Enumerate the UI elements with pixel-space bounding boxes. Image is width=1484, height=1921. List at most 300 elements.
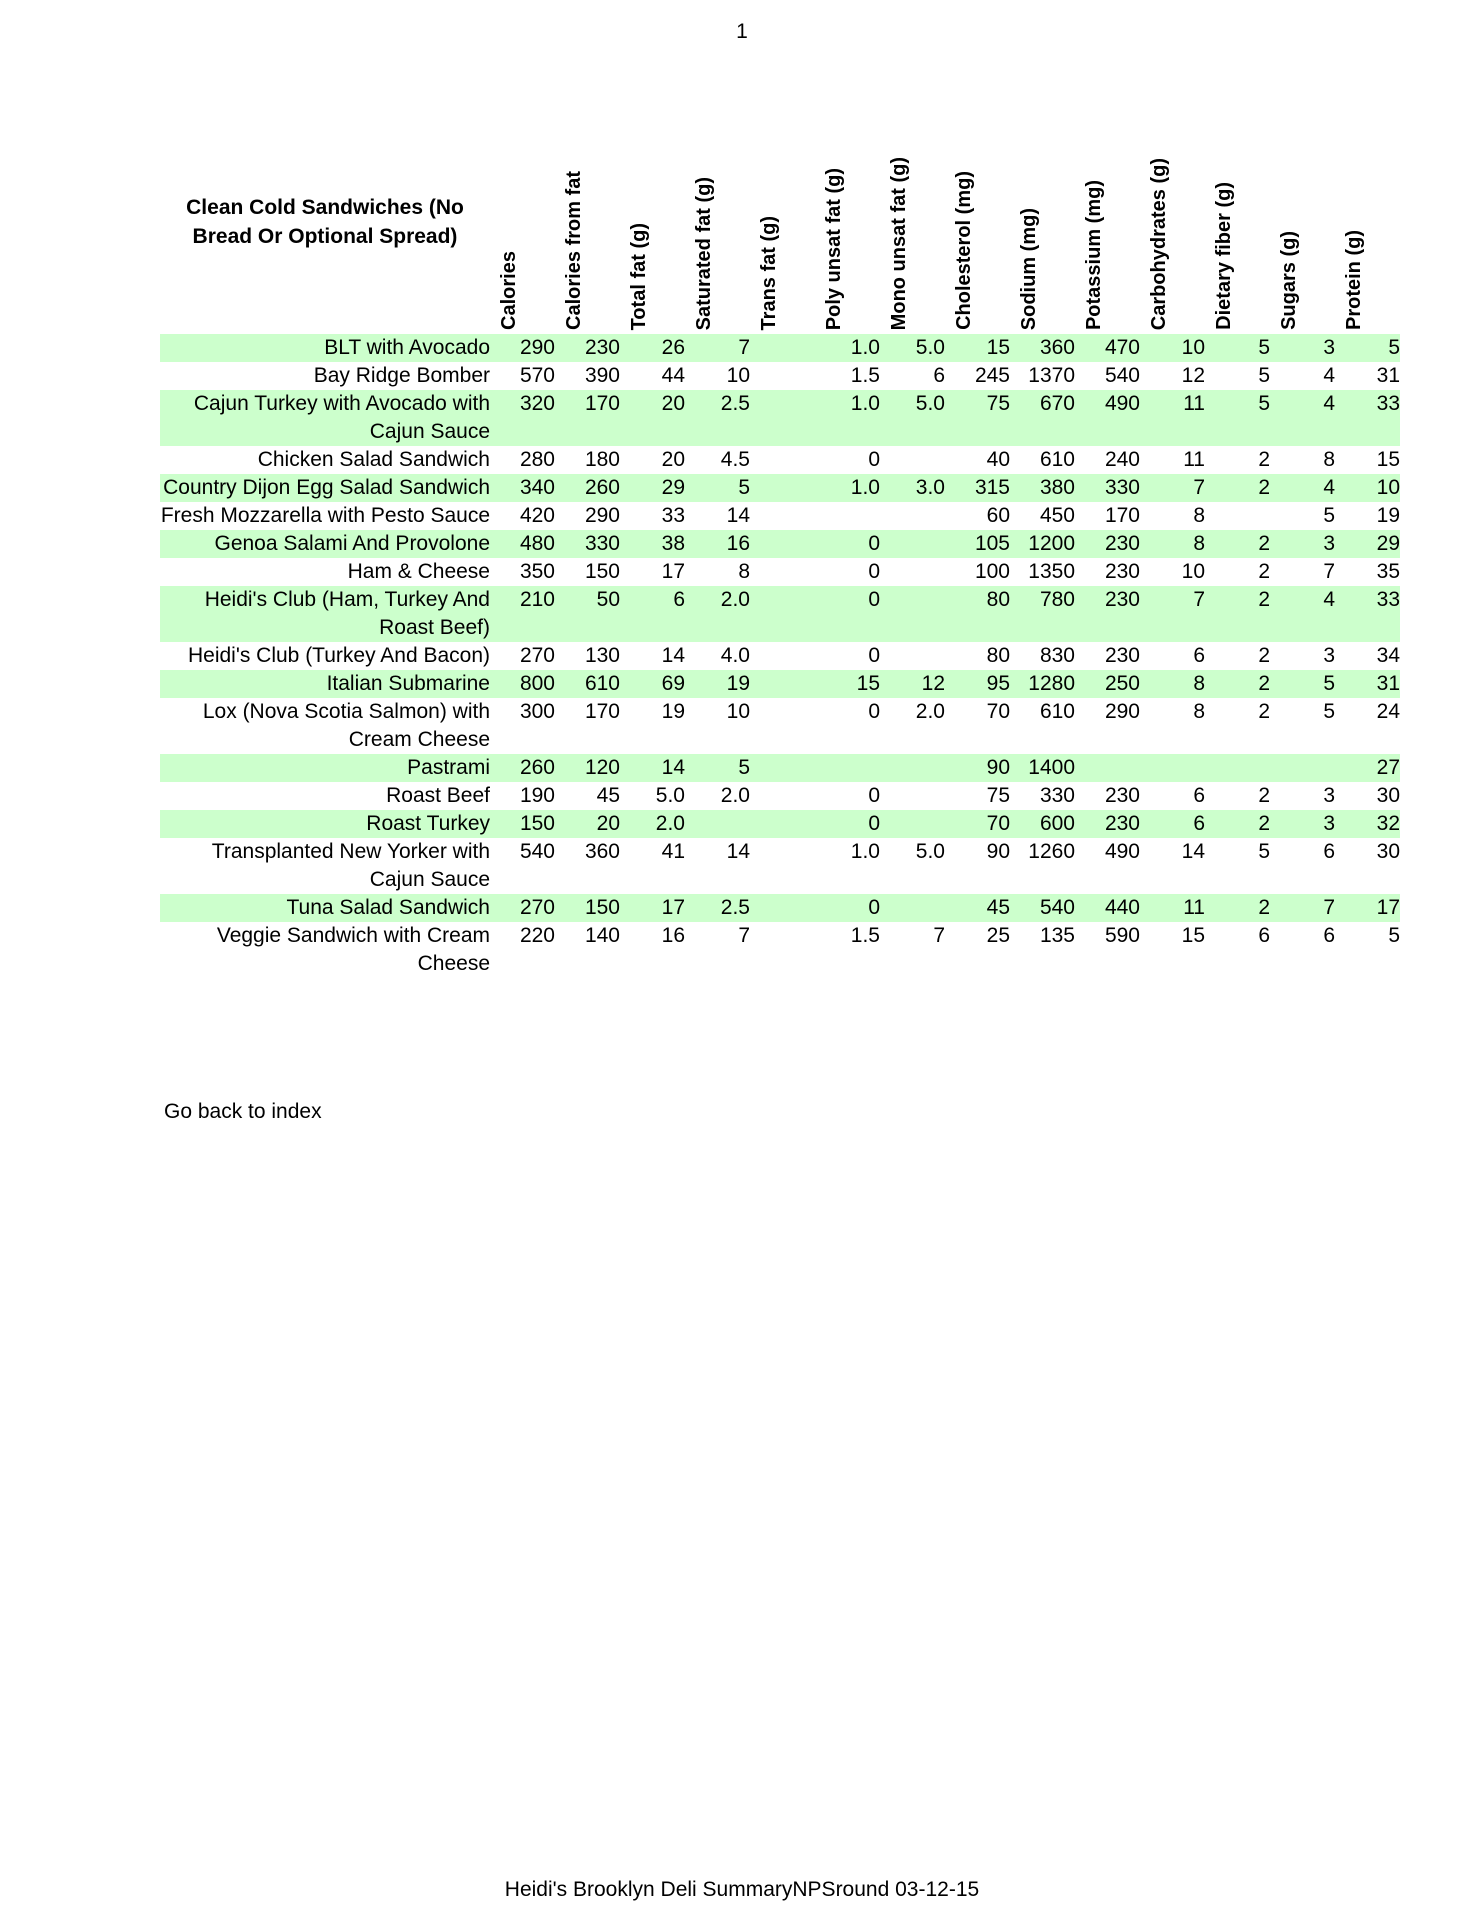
table-cell: 12 [880, 670, 945, 698]
table-cell: 330 [1075, 474, 1140, 502]
column-header [1075, 110, 1140, 334]
table-cell: 33 [1335, 390, 1400, 446]
table-cell: 260 [555, 474, 620, 502]
table-cell: 0 [868, 784, 880, 807]
table-cell: 320 [490, 390, 555, 446]
table-row [160, 838, 1400, 894]
table-cell: 0 [815, 530, 880, 558]
table-cell: 50 [555, 586, 620, 642]
table-cell: 4 [1323, 364, 1335, 387]
table-cell: 5.0 [915, 840, 945, 863]
table-cell: 670 [1010, 390, 1075, 446]
table-cell: 5 [685, 754, 750, 782]
table-cell: 15 [815, 670, 880, 698]
column-header [815, 110, 880, 334]
table-cell [750, 754, 815, 782]
table-cell: 230 [1104, 784, 1140, 807]
table-cell [880, 782, 945, 810]
column-header-label: Sugars (g) [1278, 231, 1300, 330]
table-cell: 2.0 [620, 810, 685, 838]
table-cell [750, 362, 815, 390]
table-cell: 45 [945, 894, 1010, 922]
table-body [160, 334, 1400, 978]
table-row [160, 390, 1400, 446]
table-cell: 2.5 [685, 390, 750, 446]
table-cell: 230 [1075, 586, 1140, 642]
table-cell: 10 [726, 364, 750, 387]
table-cell: 7 [1140, 474, 1205, 502]
table-cell [880, 446, 945, 474]
table-cell: 70 [986, 700, 1010, 723]
table-cell [750, 838, 815, 894]
table-cell: 360 [1010, 334, 1075, 362]
table-row [160, 586, 1400, 642]
table-cell: 35 [1376, 560, 1400, 583]
table-cell: 69 [620, 670, 685, 698]
nutrition-table [160, 110, 1400, 978]
column-header-label: Dietary fiber (g) [1213, 182, 1235, 330]
table-cell [880, 502, 945, 530]
column-header [1205, 110, 1270, 334]
table-cell [750, 698, 815, 754]
table-cell: 340 [490, 474, 555, 502]
table-cell: 14 [726, 504, 750, 527]
table-cell: 170 [1104, 504, 1140, 527]
row-item-name: Italian Submarine [160, 670, 490, 698]
table-cell [1205, 502, 1270, 530]
table-cell: 210 [490, 586, 555, 642]
table-cell: 230 [1104, 560, 1140, 583]
table-cell: 19 [1376, 504, 1400, 527]
table-cell: 300 [519, 700, 555, 723]
table-cell: 780 [1010, 586, 1075, 642]
table-cell [1205, 754, 1270, 782]
table-cell: 5 [1388, 924, 1400, 947]
table-cell: 19 [685, 670, 750, 698]
table-cell: 5 [1323, 700, 1335, 723]
row-item-name: Roast Beef [386, 784, 490, 807]
table-row [160, 698, 1400, 754]
table-cell: 33 [661, 504, 685, 527]
table-cell: 2 [1205, 530, 1270, 558]
table-cell: 5 [1258, 840, 1270, 863]
column-header [1140, 110, 1205, 334]
table-cell: 1400 [1010, 754, 1075, 782]
row-item-name: Heidi's Club (Turkey And Bacon) [187, 644, 490, 667]
table-row [160, 362, 1400, 390]
table-cell: 390 [584, 364, 620, 387]
page-number: 1 [736, 20, 748, 43]
table-cell: 1260 [1028, 840, 1075, 863]
table-cell: 170 [555, 390, 620, 446]
table-cell: 610 [555, 670, 620, 698]
table-cell [880, 754, 945, 782]
table-cell: 7 [1140, 586, 1205, 642]
table-header-row [160, 110, 1400, 334]
table-cell: 2 [1205, 894, 1270, 922]
table-cell: 1370 [1028, 364, 1075, 387]
table-cell: 45 [596, 784, 620, 807]
table-cell: 2.0 [915, 700, 945, 723]
table-cell: 290 [584, 504, 620, 527]
table-cell: 14 [726, 840, 750, 863]
column-header [685, 110, 750, 334]
table-cell: 6 [1193, 784, 1205, 807]
table-cell: 10 [1140, 334, 1205, 362]
table-cell: 315 [945, 474, 1010, 502]
row-item-name: Bay Ridge Bomber [313, 364, 490, 387]
table-cell: 100 [974, 560, 1010, 583]
table-cell: 14 [620, 754, 685, 782]
column-header-label: Mono unsat fat (g) [888, 156, 910, 330]
table-cell [685, 810, 750, 838]
table-cell [880, 642, 945, 670]
table-cell: 0 [868, 448, 880, 471]
table-cell: 80 [986, 644, 1010, 667]
row-item-name: Pastrami [160, 754, 490, 782]
table-cell: 90 [986, 840, 1010, 863]
table-cell: 330 [555, 530, 620, 558]
table-cell: 140 [584, 924, 620, 947]
table-cell: 540 [519, 840, 555, 863]
table-row [160, 502, 1400, 530]
table-cell: 5 [1205, 390, 1270, 446]
table-cell: 2 [1205, 670, 1270, 698]
table-cell: 2.5 [685, 894, 750, 922]
table-cell: 6 [1323, 840, 1335, 863]
table-cell: 350 [519, 560, 555, 583]
table-cell: 30 [1376, 840, 1400, 863]
table-cell: 440 [1075, 894, 1140, 922]
row-item-name: Roast Turkey [160, 810, 490, 838]
table-cell: 90 [945, 754, 1010, 782]
table-cell: 2 [1205, 586, 1270, 642]
row-item-name: Tuna Salad Sandwich [160, 894, 490, 922]
table-cell: 38 [620, 530, 685, 558]
table-cell: 41 [661, 840, 685, 863]
table-cell: 150 [490, 810, 555, 838]
table-cell: 7 [738, 924, 750, 947]
table-cell: 0 [868, 700, 880, 723]
table-cell: 135 [1039, 924, 1075, 947]
table-cell: 8 [1193, 700, 1205, 723]
table-cell: 17 [661, 560, 685, 583]
table-cell: 3 [1323, 784, 1335, 807]
table-cell: 0 [815, 894, 880, 922]
table-cell: 10 [1181, 560, 1205, 583]
table-cell: 33 [1335, 586, 1400, 642]
table-cell: 290 [490, 334, 555, 362]
row-item-name: Heidi's Club (Ham, Turkey And Roast Beef) [160, 586, 490, 642]
column-header [1010, 110, 1075, 334]
table-cell [750, 894, 815, 922]
row-item-name: BLT with Avocado [160, 334, 490, 362]
table-cell: 150 [555, 894, 620, 922]
table-cell: 610 [1039, 448, 1075, 471]
table-cell: 4 [1270, 586, 1335, 642]
table-cell: 20 [661, 448, 685, 471]
table-cell [815, 754, 880, 782]
table-cell: 70 [945, 810, 1010, 838]
column-header-label: Saturated fat (g) [693, 176, 715, 330]
table-cell: 19 [661, 700, 685, 723]
go-back-to-index-link[interactable]: Go back to index [164, 1100, 322, 1123]
table-cell [750, 642, 815, 670]
table-cell: 1.5 [850, 364, 880, 387]
table-cell: 830 [1039, 644, 1075, 667]
table-cell [750, 530, 815, 558]
table-cell: 2 [1258, 448, 1270, 471]
table-cell: 600 [1010, 810, 1075, 838]
table-cell: 6 [1258, 924, 1270, 947]
table-cell: 220 [519, 924, 555, 947]
table-cell [1270, 754, 1335, 782]
table-cell: 1.0 [815, 390, 880, 446]
table-cell: 360 [584, 840, 620, 863]
row-item-name: Veggie Sandwich with Cream Cheese [216, 924, 490, 975]
table-cell: 610 [1039, 700, 1075, 723]
table-cell: 240 [1104, 448, 1140, 471]
table-cell: 2 [1258, 700, 1270, 723]
table-cell [750, 670, 815, 698]
table-cell: 180 [584, 448, 620, 471]
table-cell [750, 502, 815, 530]
table-cell: 10 [726, 700, 750, 723]
table-cell: 590 [1104, 924, 1140, 947]
table-cell: 5.0 [655, 784, 685, 807]
table-cell [880, 558, 945, 586]
table-cell: 75 [945, 390, 1010, 446]
table-cell: 95 [945, 670, 1010, 698]
table-cell: 5 [1205, 334, 1270, 362]
column-header-label: Calories from fat [563, 171, 585, 330]
table-cell: 4.0 [720, 644, 750, 667]
table-cell: 30 [1376, 784, 1400, 807]
table-cell: 5.0 [880, 390, 945, 446]
row-item-name: Transplanted New Yorker with Cajun Sauce [211, 840, 490, 891]
table-cell: 11 [1140, 894, 1205, 922]
table-cell: 16 [685, 530, 750, 558]
table-cell [880, 530, 945, 558]
table-cell: 34 [1376, 644, 1400, 667]
table-cell: 1.5 [850, 924, 880, 947]
table-cell: 2 [1205, 474, 1270, 502]
table-cell: 480 [490, 530, 555, 558]
column-header [880, 110, 945, 334]
table-cell [750, 922, 815, 978]
table-row [160, 558, 1400, 586]
table-cell: 6 [933, 364, 945, 387]
table-cell [1075, 754, 1140, 782]
table-cell: 15 [1181, 924, 1205, 947]
table-cell: 29 [620, 474, 685, 502]
table-cell: 490 [1104, 840, 1140, 863]
table-cell: 6 [1323, 924, 1335, 947]
table-cell: 2.0 [720, 784, 750, 807]
table-row [160, 810, 1400, 838]
table-cell: 450 [1039, 504, 1075, 527]
table-cell: 3.0 [880, 474, 945, 502]
table-cell: 230 [555, 334, 620, 362]
table-cell: 7 [1323, 560, 1335, 583]
table-cell: 16 [661, 924, 685, 947]
table-cell: 290 [1104, 700, 1140, 723]
table-cell: 230 [1075, 810, 1140, 838]
table-cell: 0 [815, 586, 880, 642]
table-cell: 170 [584, 700, 620, 723]
table-cell: 245 [974, 364, 1010, 387]
table-cell: 10 [1335, 474, 1400, 502]
table-cell: 230 [1104, 644, 1140, 667]
table-cell: 14 [661, 644, 685, 667]
table-cell: 260 [490, 754, 555, 782]
table-cell: 8 [1140, 530, 1205, 558]
table-cell: 540 [1104, 364, 1140, 387]
table-row [160, 530, 1400, 558]
table-cell: 15 [1376, 448, 1400, 471]
table-cell: 2 [1258, 784, 1270, 807]
table-cell: 12 [1181, 364, 1205, 387]
table-cell: 0 [868, 644, 880, 667]
table-cell [750, 390, 815, 446]
row-item-name: Ham & Cheese [347, 560, 490, 583]
table-row [160, 894, 1400, 922]
table-cell [750, 446, 815, 474]
table-cell: 25 [986, 924, 1010, 947]
table-cell: 280 [519, 448, 555, 471]
table-cell: 80 [945, 586, 1010, 642]
table-cell: 40 [986, 448, 1010, 471]
table-cell: 4.5 [720, 448, 750, 471]
table-row [160, 642, 1400, 670]
table-cell: 14 [1181, 840, 1205, 863]
table-cell: 3 [1270, 810, 1335, 838]
table-cell: 1.0 [850, 840, 880, 863]
table-cell [880, 894, 945, 922]
column-header-label: Protein (g) [1343, 230, 1365, 330]
table-cell [880, 586, 945, 642]
table-row [160, 754, 1400, 782]
table-cell [750, 782, 815, 810]
table-cell: 15 [945, 334, 1010, 362]
table-cell: 5 [1323, 504, 1335, 527]
table-cell: 6 [1193, 644, 1205, 667]
table-row [160, 782, 1400, 810]
table-cell: 6 [1140, 810, 1205, 838]
table-cell: 11 [1183, 448, 1205, 471]
table-cell: 1.0 [815, 474, 880, 502]
table-cell: 31 [1376, 364, 1400, 387]
column-header-label: Poly unsat fat (g) [823, 167, 845, 330]
column-header [945, 110, 1010, 334]
table-cell: 24 [1376, 700, 1400, 723]
table-cell: 5 [1258, 364, 1270, 387]
table-cell: 3 [1270, 334, 1335, 362]
table-cell: 570 [519, 364, 555, 387]
table-cell: 1280 [1010, 670, 1075, 698]
table-row [160, 474, 1400, 502]
table-cell: 5 [685, 474, 750, 502]
table-cell [815, 502, 880, 530]
table-cell: 5 [1335, 334, 1400, 362]
table-cell: 330 [1039, 784, 1075, 807]
table-cell [750, 810, 815, 838]
table-title: Clean Cold Sandwiches (No Bread Or Optional Spread) [186, 196, 464, 248]
table-cell: 7 [933, 924, 945, 947]
table-cell: 7 [1270, 894, 1335, 922]
table-cell: 4 [1270, 474, 1335, 502]
table-cell: 150 [584, 560, 620, 583]
table-cell: 0 [815, 810, 880, 838]
table-cell [750, 558, 815, 586]
table-cell: 2 [1258, 644, 1270, 667]
table-cell: 105 [945, 530, 1010, 558]
table-cell: 5 [1270, 670, 1335, 698]
table-cell: 490 [1075, 390, 1140, 446]
row-item-name: Country Dijon Egg Salad Sandwich [160, 474, 490, 502]
column-header-label: Total fat (g) [628, 222, 650, 330]
table-cell: 3 [1323, 644, 1335, 667]
table-cell: 11 [1140, 390, 1205, 446]
column-header-label: Sodium (mg) [1018, 207, 1040, 330]
table-cell [750, 474, 815, 502]
table-cell: 2 [1205, 810, 1270, 838]
column-header [1270, 110, 1335, 334]
table-cell: 75 [986, 784, 1010, 807]
table-cell: 27 [1335, 754, 1400, 782]
table-cell: 17 [620, 894, 685, 922]
table-cell: 20 [620, 390, 685, 446]
column-header [490, 110, 555, 334]
table-cell: 1.0 [815, 334, 880, 362]
table-cell: 190 [519, 784, 555, 807]
table-cell: 3 [1270, 530, 1335, 558]
table-row [160, 334, 1400, 362]
column-header-label: Potassium (mg) [1083, 179, 1105, 330]
table-cell: 1350 [1028, 560, 1075, 583]
table-row [160, 446, 1400, 474]
column-header-label: Cholesterol (mg) [953, 171, 975, 330]
row-item-name: Fresh Mozzarella with Pesto Sauce [160, 504, 490, 527]
table-cell: 31 [1335, 670, 1400, 698]
table-cell: 8 [1140, 670, 1205, 698]
column-header [620, 110, 685, 334]
table-cell: 26 [620, 334, 685, 362]
table-cell: 130 [584, 644, 620, 667]
column-header-label: Carbohydrates (g) [1148, 157, 1170, 330]
table-cell: 1200 [1010, 530, 1075, 558]
table-cell: 470 [1075, 334, 1140, 362]
table-cell: 4 [1270, 390, 1335, 446]
row-item-name: Lox (Nova Scotia Salmon) with Cream Cheese [202, 700, 490, 751]
table-cell: 32 [1335, 810, 1400, 838]
table-cell: 230 [1075, 530, 1140, 558]
page-footer: Heidi's Brooklyn Deli SummaryNPSround 03-12-15 [504, 1878, 980, 1901]
table-cell: 8 [1193, 504, 1205, 527]
table-cell: 120 [555, 754, 620, 782]
table-cell: 270 [519, 644, 555, 667]
table-cell: 44 [661, 364, 685, 387]
table-cell [880, 810, 945, 838]
table-cell: 250 [1075, 670, 1140, 698]
table-cell: 6 [620, 586, 685, 642]
table-cell: 2 [1258, 560, 1270, 583]
table-cell: 270 [490, 894, 555, 922]
table-cell: 17 [1335, 894, 1400, 922]
column-header-label: Trans fat (g) [758, 215, 780, 330]
table-cell: 8 [738, 560, 750, 583]
table-cell: 2.0 [685, 586, 750, 642]
